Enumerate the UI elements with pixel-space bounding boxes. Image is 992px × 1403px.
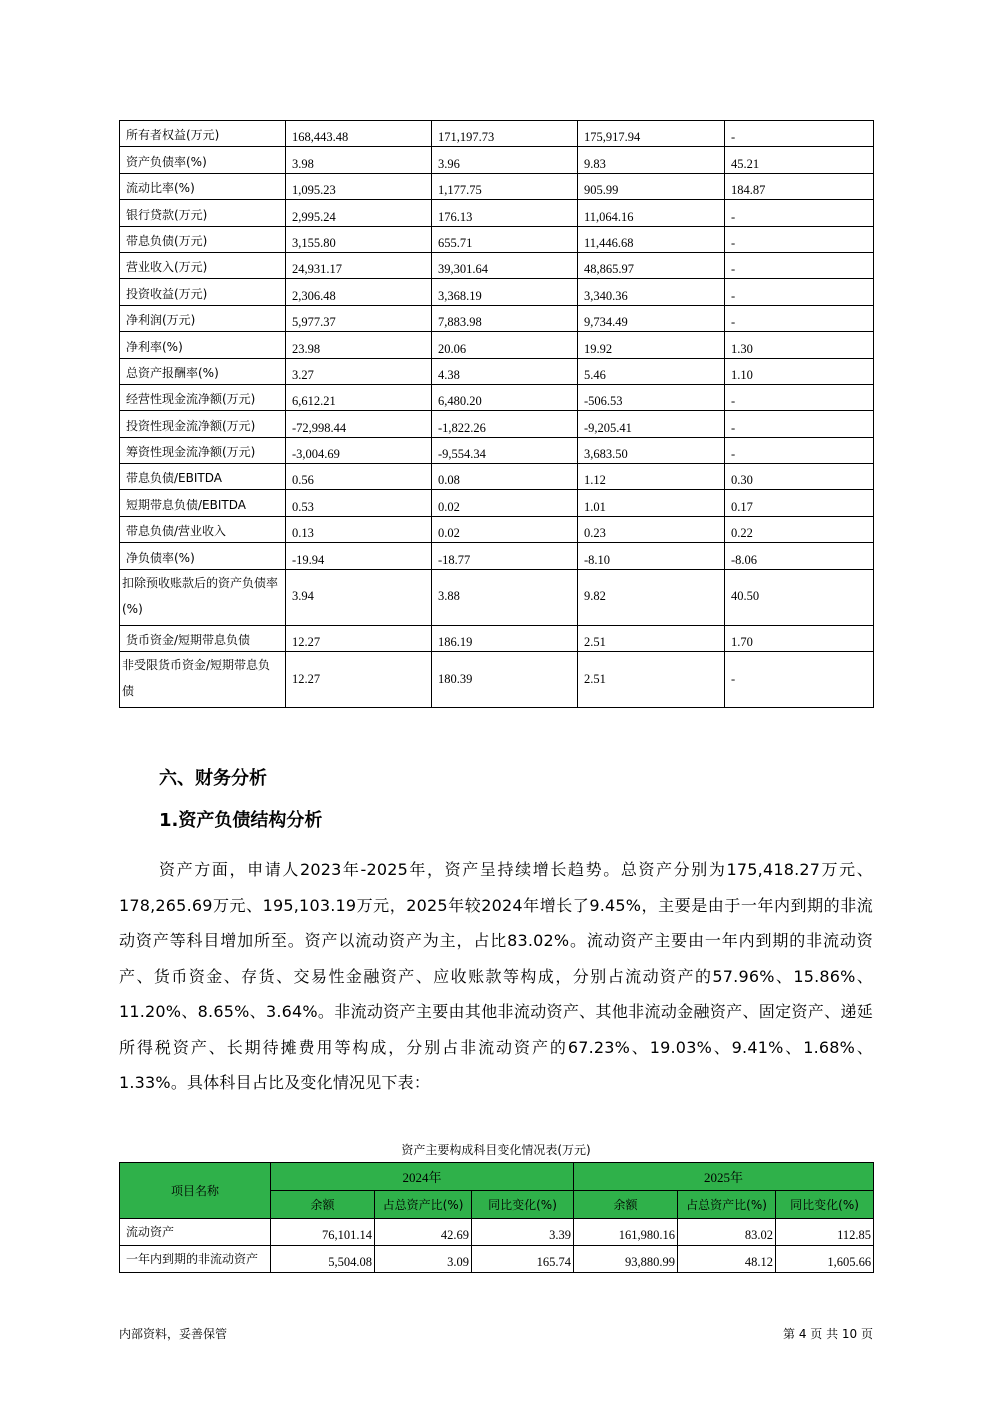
table-row [120, 305, 874, 331]
asset-table-caption: 资产主要构成科目变化情况表(万元) [401, 1143, 591, 1157]
table-cell: 20.06 [432, 332, 578, 358]
row-label: 净利率(%) [120, 332, 286, 358]
row-label: 净负债率(%) [120, 543, 286, 569]
column-header: 余额 [271, 1191, 375, 1219]
table-cell: -8.10 [578, 543, 725, 569]
row-label: 一年内到期的非流动资产 [120, 1246, 271, 1273]
table-cell: 1,177.75 [432, 173, 578, 199]
table-cell: 165.74 [472, 1246, 574, 1273]
table-row [120, 384, 874, 410]
table-cell: 168,443.48 [286, 121, 432, 147]
row-label: 带息负债/EBITDA [120, 464, 286, 490]
row-label: 投资性现金流净额(万元) [120, 411, 286, 437]
table-cell: 9.83 [578, 147, 725, 173]
table-row [120, 490, 874, 516]
table-cell: 5,504.08 [271, 1246, 375, 1273]
table-cell: 48,865.97 [578, 252, 725, 278]
footer-page-number: 第 4 页 共 10 页 [783, 1327, 873, 1341]
table-cell: 3.09 [375, 1246, 472, 1273]
table-row [120, 121, 874, 147]
table-cell: - [725, 652, 874, 708]
table-cell: - [725, 437, 874, 463]
table-row [120, 1219, 874, 1246]
row-label: 净利润(万元) [120, 305, 286, 331]
table-cell: 1.10 [725, 358, 874, 384]
table-cell: 11,446.68 [578, 226, 725, 252]
table-cell: 186.19 [432, 625, 578, 651]
table-cell: 161,980.16 [574, 1219, 678, 1246]
row-label: 所有者权益(万元) [120, 121, 286, 147]
table-cell: -18.77 [432, 543, 578, 569]
table-cell: -72,998.44 [286, 411, 432, 437]
table-cell: 0.02 [432, 516, 578, 542]
table-cell: 48.12 [678, 1246, 776, 1273]
table-cell: 2.51 [578, 652, 725, 708]
table-row [120, 252, 874, 278]
table-cell: - [725, 121, 874, 147]
column-header: 同比变化(%) [472, 1191, 574, 1219]
table-cell: 23.98 [286, 332, 432, 358]
table-row [120, 200, 874, 226]
table-cell: 9.82 [578, 569, 725, 625]
table-cell: 7,883.98 [432, 305, 578, 331]
column-header: 同比变化(%) [776, 1191, 874, 1219]
row-label: 筹资性现金流净额(万元) [120, 437, 286, 463]
row-label: 投资收益(万元) [120, 279, 286, 305]
table-cell: 3,340.36 [578, 279, 725, 305]
table-row [120, 411, 874, 437]
table-cell: 24,931.17 [286, 252, 432, 278]
footer-confidential-note: 内部资料，妥善保管 [119, 1327, 228, 1341]
table-cell: 2.51 [578, 625, 725, 651]
table-row [120, 569, 874, 625]
row-label: 总资产报酬率(%) [120, 358, 286, 384]
table-cell: - [725, 305, 874, 331]
table-cell: 5.46 [578, 358, 725, 384]
table-cell: 0.22 [725, 516, 874, 542]
table-cell: 171,197.73 [432, 121, 578, 147]
table-row [120, 464, 874, 490]
financial-ratio-table-body [120, 121, 874, 708]
table-cell: -3,004.69 [286, 437, 432, 463]
row-label: 流动资产 [120, 1219, 271, 1246]
column-header: 占总资产比(%) [375, 1191, 472, 1219]
table-cell: 76,101.14 [271, 1219, 375, 1246]
table-cell: -8.06 [725, 543, 874, 569]
table-cell: -1,822.26 [432, 411, 578, 437]
table-row [120, 652, 874, 708]
table-cell: 9,734.49 [578, 305, 725, 331]
year-header-2024: 2024年 [271, 1163, 574, 1191]
table-row [120, 1246, 874, 1273]
table-cell: - [725, 200, 874, 226]
table-cell: 3,368.19 [432, 279, 578, 305]
table-cell: 42.69 [375, 1219, 472, 1246]
table-cell: 0.56 [286, 464, 432, 490]
table-row [120, 147, 874, 173]
table-cell: -506.53 [578, 384, 725, 410]
year-header-2025: 2025年 [574, 1163, 874, 1191]
section-heading: 六、财务分析 [159, 768, 267, 789]
table-cell: - [725, 384, 874, 410]
table-row [120, 543, 874, 569]
table-cell: 5,977.37 [286, 305, 432, 331]
table-cell: - [725, 252, 874, 278]
item-name-header: 项目名称 [120, 1163, 271, 1219]
table-cell: 1.12 [578, 464, 725, 490]
asset-table-body [120, 1219, 874, 1273]
column-header: 余额 [574, 1191, 678, 1219]
table-cell: 3.98 [286, 147, 432, 173]
table-row [120, 332, 874, 358]
body-paragraph: 资产方面，申请人2023年-2025年，资产呈持续增长趋势。总资产分别为175,418.27万元、178,265.69万元、195,103.19万元，2025年较2024年增长了9.45%，主要是由于一年内到期的非流动资产等科目增加所至。资产以流动资产为主，占比83.02%。流动资产主要由一年内到期的非流动资产、货币资金、存货、交易性金融资产、应收账款等构成，分别占流动资产的57.96%、15.86%、11.20%、8.65%、3.64%。非流动资产主要由其他非流动资产、其他非流动金融资产、固定资产、递延所得税资产、长期待摊费用等构成，分别占非流动资产的67.23%、19.03%、9.41%、1.68%、1.33%。具体科目占比及变化情况见下表： [119, 860, 873, 1092]
row-label: 带息负债(万元) [120, 226, 286, 252]
table-cell: 12.27 [286, 652, 432, 708]
row-label: 扣除预收账款后的资产负债率(%) [120, 569, 286, 625]
row-label: 短期带息负债/EBITDA [120, 490, 286, 516]
table-cell: 3.39 [472, 1219, 574, 1246]
row-label: 经营性现金流净额(万元) [120, 384, 286, 410]
table-cell: 0.08 [432, 464, 578, 490]
table-cell: 3.94 [286, 569, 432, 625]
row-label: 银行贷款(万元) [120, 200, 286, 226]
table-cell: - [725, 279, 874, 305]
table-cell: -19.94 [286, 543, 432, 569]
table-cell: 1,095.23 [286, 173, 432, 199]
table-cell: 4.38 [432, 358, 578, 384]
table-cell: 40.50 [725, 569, 874, 625]
table-cell: 3,683.50 [578, 437, 725, 463]
table-cell: 6,612.21 [286, 384, 432, 410]
row-label: 流动比率(%) [120, 173, 286, 199]
table-cell: 45.21 [725, 147, 874, 173]
table-cell: -9,554.34 [432, 437, 578, 463]
table-cell: 2,995.24 [286, 200, 432, 226]
table-cell: 3.88 [432, 569, 578, 625]
table-cell: 2,306.48 [286, 279, 432, 305]
table-cell: 6,480.20 [432, 384, 578, 410]
table-cell: 0.17 [725, 490, 874, 516]
table-cell: 175,917.94 [578, 121, 725, 147]
table-row [120, 625, 874, 651]
table-cell: 3,155.80 [286, 226, 432, 252]
table-cell: 39,301.64 [432, 252, 578, 278]
table-cell: 184.87 [725, 173, 874, 199]
financial-ratio-table [119, 120, 874, 708]
table-cell: 1.01 [578, 490, 725, 516]
table-row [120, 226, 874, 252]
table-cell: 83.02 [678, 1219, 776, 1246]
table-cell: 0.13 [286, 516, 432, 542]
table-cell: 0.02 [432, 490, 578, 516]
table-cell: 93,880.99 [574, 1246, 678, 1273]
table-cell: 0.53 [286, 490, 432, 516]
table-cell: 3.96 [432, 147, 578, 173]
table-cell: 1.30 [725, 332, 874, 358]
table-cell: - [725, 226, 874, 252]
row-label: 营业收入(万元) [120, 252, 286, 278]
table-row [120, 173, 874, 199]
table-cell: 12.27 [286, 625, 432, 651]
table-cell: 0.30 [725, 464, 874, 490]
column-header: 占总资产比(%) [678, 1191, 776, 1219]
table-cell: 11,064.16 [578, 200, 725, 226]
asset-composition-table [119, 1162, 874, 1273]
table-cell: 19.92 [578, 332, 725, 358]
table-row [120, 358, 874, 384]
table-row [120, 516, 874, 542]
row-label: 带息负债/营业收入 [120, 516, 286, 542]
table-cell: 655.71 [432, 226, 578, 252]
table-cell: 112.85 [776, 1219, 874, 1246]
table-cell: 1,605.66 [776, 1246, 874, 1273]
row-label: 货币资金/短期带息负债 [120, 625, 286, 651]
row-label: 资产负债率(%) [120, 147, 286, 173]
table-cell: 1.70 [725, 625, 874, 651]
row-label: 非受限货币资金/短期带息负债 [120, 652, 286, 708]
table-row [120, 279, 874, 305]
table-cell: 0.23 [578, 516, 725, 542]
table-cell: 176.13 [432, 200, 578, 226]
asset-table-header-row [120, 1163, 874, 1191]
sub-heading: 1.资产负债结构分析 [159, 810, 323, 831]
table-row [120, 437, 874, 463]
table-cell: 180.39 [432, 652, 578, 708]
table-cell: 905.99 [578, 173, 725, 199]
table-cell: 3.27 [286, 358, 432, 384]
table-cell: -9,205.41 [578, 411, 725, 437]
table-cell: - [725, 411, 874, 437]
